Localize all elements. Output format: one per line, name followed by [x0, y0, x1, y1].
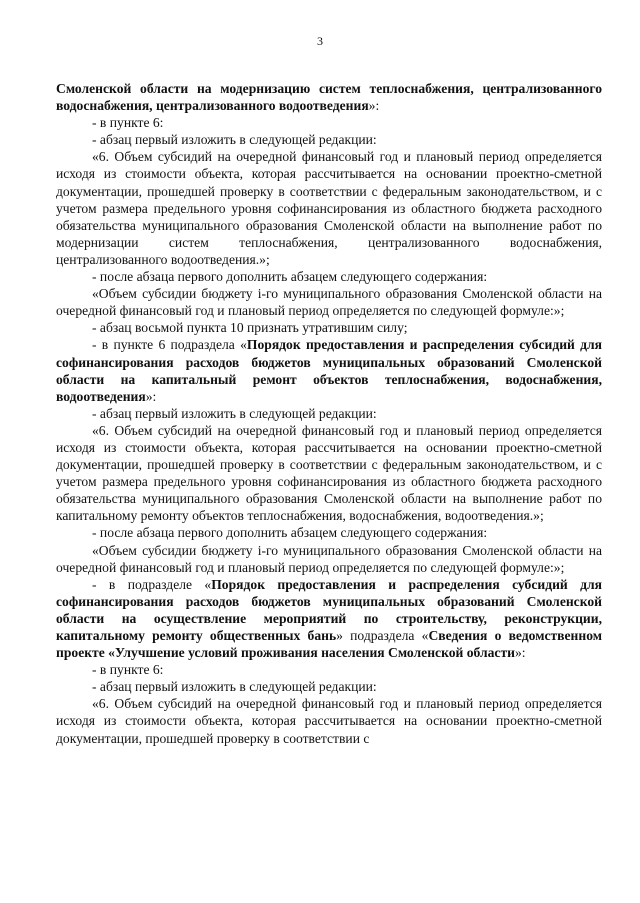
paragraph-8 [56, 336, 602, 404]
bold-text: Порядок предоставления и распределения субсидий для софинансирования расходов бюджетов муниципальных образований Смоленской области на осуществление мероприятий по строительству, реконструкции, капитальному ремонту общественных бань [56, 576, 602, 643]
document-body [56, 80, 602, 747]
paragraph-16: «6. Объем субсидий на очередной финансовый год и плановый период определяется исходя из стоимости объекта, которая рассчитывается на основании проектно-сметной документации, прошедшей проверку в соответствии с [56, 696, 602, 746]
text: »: [145, 388, 157, 404]
paragraph-5: - после абзаца первого дополнить абзацем следующего содержания: [92, 269, 488, 285]
paragraph-4: «6. Объем субсидий на очередной финансовый год и плановый период определяется исходя из стоимости объекта, которая рассчитывается на основании проектно-сметной документации, прошедшей проверку в соответствии с федеральным законодательством, и с учетом размера предельного уровня софинансирования из областного бюджета расходного обязательства муниципального образования Смоленской области на выполнение работ по модернизации систем теплоснабжения, централизованного водоснабжения, централизованного водоотведения.»; [56, 149, 602, 267]
bold-text: Порядок предоставления и распределения субсидий для софинансирования расходов бюджетов муниципальных образований Смоленской области на капитальный ремонт объектов теплоснабжения, водоснабжения, водоотведения [56, 337, 602, 404]
text: » подраздела « [336, 628, 429, 643]
bold-text: Смоленской области на модернизацию систем теплоснабжения, централизованного водоснабжения, централизованного водоотведения [56, 81, 602, 114]
text: - в пункте 6 подраздела « [92, 337, 247, 353]
paragraph-7: - абзац восьмой пункта 10 признать утратившим силу; [92, 320, 408, 336]
paragraph-1 [56, 80, 602, 114]
paragraph-13 [56, 576, 602, 661]
text: »: [514, 645, 526, 661]
page-number: 3 [317, 34, 323, 48]
paragraph-10: «6. Объем субсидий на очередной финансовый год и плановый период определяется исходя из стоимости объекта, которая рассчитывается на основании проектно-сметной документации, прошедшей проверку в соответствии с федеральным законодательством, и с учетом размера предельного уровня софинансирования из областного бюджета расходного обязательства муниципального образования Смоленской области на выполнение работ по капитальному ремонту объектов теплоснабжения, водоснабжения, водоотведения.»; [56, 422, 602, 524]
paragraph-9: - абзац первый изложить в следующей редакции: [92, 405, 377, 421]
paragraph-11: - после абзаца первого дополнить абзацем следующего содержания: [92, 525, 488, 541]
paragraph-3: - абзац первый изложить в следующей редакции: [92, 132, 377, 148]
text: »: [368, 98, 380, 114]
paragraph-6: «Объем субсидии бюджету i-го муниципального образования Смоленской области на очередной финансовый год и плановый период определяется по следующей формуле:»; [56, 286, 602, 319]
text: - в подразделе « [92, 576, 212, 592]
paragraph-15: - абзац первый изложить в следующей редакции: [92, 679, 377, 695]
bold-text: Сведения о ведомственном проекте «Улучшение условий проживания населения Смоленской области [56, 628, 602, 661]
paragraph-14: - в пункте 6: [92, 662, 164, 678]
paragraph-2: - в пункте 6: [92, 115, 164, 131]
paragraph-12: «Объем субсидии бюджету i-го муниципального образования Смоленской области на очередной финансовый год и плановый период определяется по следующей формуле:»; [56, 542, 602, 575]
